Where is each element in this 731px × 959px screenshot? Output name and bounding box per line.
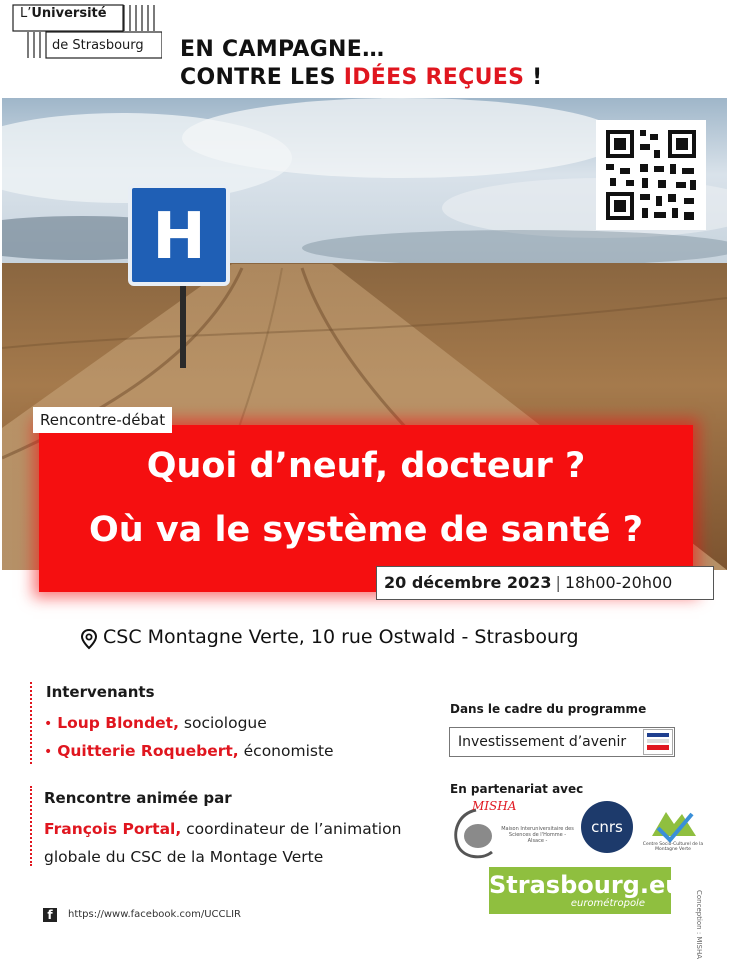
- svg-text:cnrs: cnrs: [591, 818, 623, 836]
- event-date-time: 20 décembre 2023 | 18h00-20h00: [376, 566, 714, 600]
- location-pin-icon: [79, 628, 99, 650]
- event-time: 18h00-20h00: [564, 573, 673, 592]
- speakers-divider: [30, 682, 32, 764]
- campaign-title: EN CAMPAGNE… CONTRE LES IDÉES REÇUES !: [180, 37, 543, 90]
- event-title-line1: Quoi d’neuf, docteur ?: [146, 446, 586, 486]
- strasbourg-logo-text: Strasbourg.eu: [489, 871, 683, 899]
- speaker-item: • Loup Blondet, sociologue: [44, 714, 267, 732]
- svg-text:MISHA: MISHA: [472, 799, 517, 813]
- program-heading: Dans le cadre du programme: [450, 702, 647, 716]
- hospital-sign-letter: H: [152, 200, 206, 274]
- partners-heading: En partenariat avec: [450, 782, 584, 796]
- qr-code[interactable]: [596, 120, 706, 230]
- moderator-line1: François Portal, coordinateur de l’animation: [44, 820, 402, 838]
- university-name-line1: L’Université: [20, 6, 107, 21]
- moderator-line2: globale du CSC de la Montage Verte: [44, 848, 324, 866]
- event-location: CSC Montagne Verte, 10 rue Ostwald - Strasbourg: [103, 626, 579, 648]
- moderator-heading: Rencontre animée par: [44, 789, 232, 807]
- facebook-icon[interactable]: f: [43, 908, 57, 922]
- program-name: Investissement d’avenir: [449, 727, 675, 757]
- cnrs-logo: [580, 800, 634, 854]
- event-title-line2: Où va le système de santé ?: [88, 510, 644, 550]
- misha-text: Maison Interuniversitaire des Sciences de l'Homme - Alsace -: [501, 826, 574, 844]
- eurometropole-text: eurométropole: [570, 898, 645, 909]
- facebook-url[interactable]: https://www.facebook.com/UCCLIR: [68, 909, 241, 920]
- speaker-item: • Quitterie Roquebert, économiste: [44, 742, 334, 760]
- university-name-line2: de Strasbourg: [52, 38, 144, 53]
- design-credit: Conception : MISHA: [695, 890, 703, 959]
- moderator-divider: [30, 786, 32, 866]
- event-date: 20 décembre 2023: [384, 573, 552, 592]
- speakers-heading: Intervenants: [46, 683, 155, 701]
- csc-text: Centre Socio-Culturel de la Montagne Verte: [642, 842, 704, 852]
- event-type-tag: Rencontre-débat: [33, 407, 172, 433]
- france-2030-logo: [643, 729, 673, 755]
